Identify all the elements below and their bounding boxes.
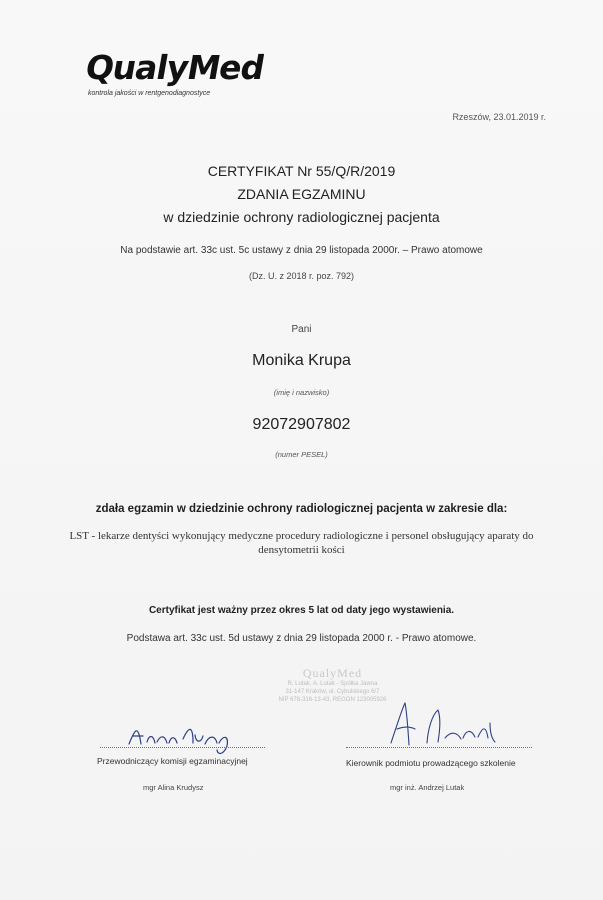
journal-reference: (Dz. U. z 2018 r. poz. 792) — [248, 271, 355, 281]
right-signature-icon — [335, 695, 535, 765]
legal-basis: Na podstawie art. 33c ust. 5c ustawy z dnia 29 listopada 2000r. – Prawo atomowe — [120, 245, 483, 256]
exam-passed-text: zdała egzamin w dziedzinie ochrony radiologicznej pacjenta w zakresie dla: — [95, 503, 508, 515]
right-signature-line — [346, 747, 532, 748]
qualymed-logo — [82, 48, 286, 104]
stamp-line-1: R. Lutak, A. Lutak - Spółka Jawna — [287, 681, 378, 687]
name-caption: (imię i nazwisko) — [273, 388, 330, 397]
salutation: Pani — [291, 324, 312, 335]
logo-wordmark: QualyMed — [82, 48, 267, 87]
issue-date: Rzeszów, 23.01.2019 r. — [452, 112, 546, 122]
logo-tagline: kontrola jakości w rentgenodiagnostyce — [88, 90, 211, 97]
right-signature-role: Kierownik podmiotu prowadzącego szkolenie — [346, 758, 516, 768]
certificate-subtitle: ZDANIA EGZAMINU — [237, 186, 366, 202]
person-name: Monika Krupa — [252, 352, 351, 369]
secondary-legal-basis: Podstawa art. 33c ust. 5d ustawy z dnia 29 listopada 2000 r. - Prawo atomowe. — [126, 633, 477, 644]
left-signature-line — [100, 747, 265, 748]
stamp-line-3: NIP 678-316-13-43, REGON 123005926 — [278, 697, 387, 703]
left-signature-role: Przewodniczący komisji egzaminacyjnej — [97, 756, 248, 766]
stamp-line-2: 31-147 Kraków, ul. Cybulskiego 6/7 — [285, 689, 380, 695]
certificate-title: CERTYFIKAT Nr 55/Q/R/2019 — [207, 163, 396, 179]
certificate-field: w dziedzinie ochrony radiologicznej pacjenta — [163, 209, 440, 225]
validity-note: Certyfikat jest ważny przez okres 5 lat od daty jego wystawienia. — [148, 605, 455, 616]
stamp-title: QualyMed — [302, 666, 363, 680]
right-signature — [335, 695, 535, 795]
pesel-caption: (numer PESEL) — [275, 450, 328, 459]
right-signatory-name: mgr inż. Andrzej Lutak — [390, 783, 465, 792]
scope-description: LST - lekarze dentyści wykonujący medyczne procedury radiologiczne i personel obsługujący aparaty do densytometrii kości — [69, 530, 534, 556]
pesel-number: 92072907802 — [252, 416, 351, 433]
left-signatory-name: mgr Alina Krudysz — [143, 783, 204, 792]
